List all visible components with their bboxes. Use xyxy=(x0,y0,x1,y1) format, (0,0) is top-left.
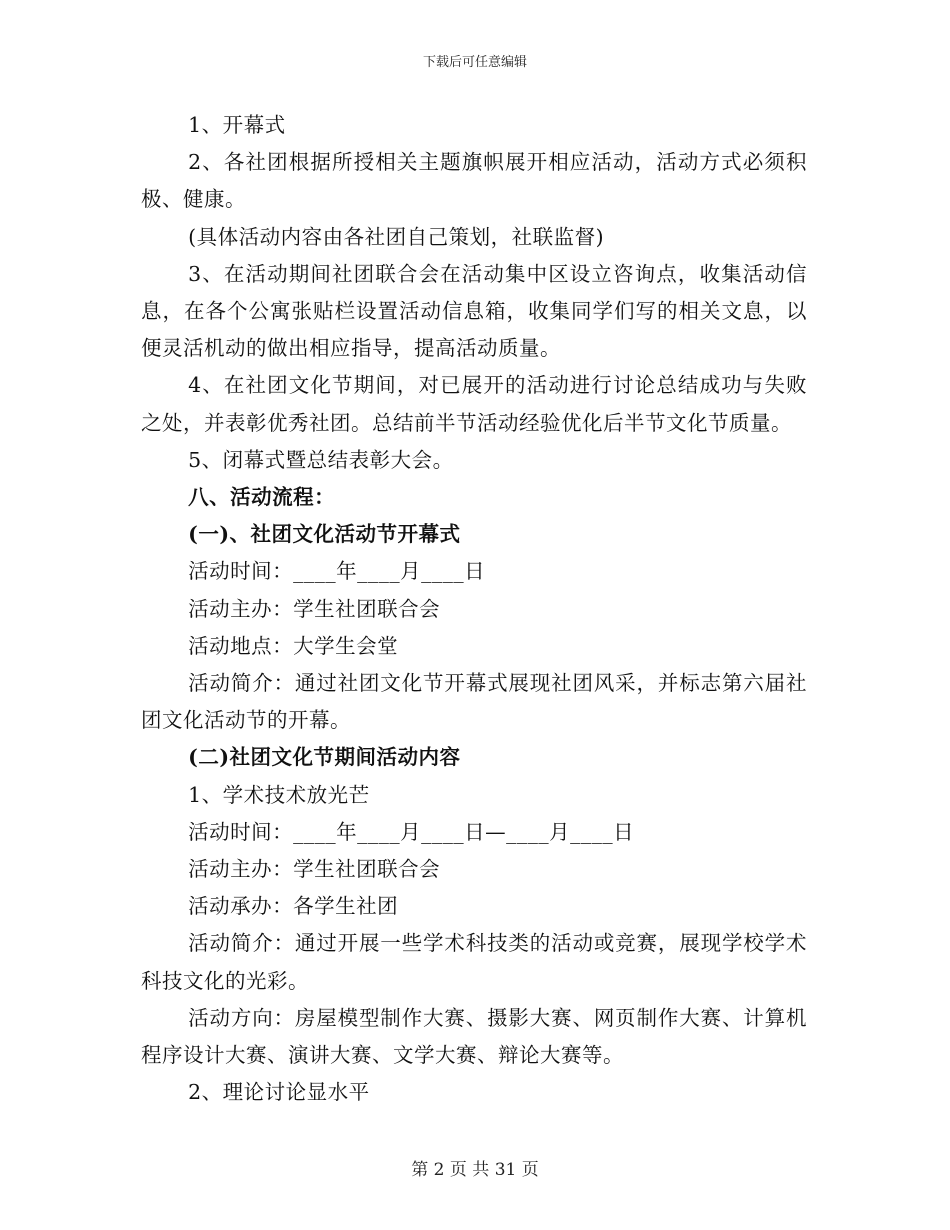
paragraph-mid-review: 4、在社团文化节期间，对已展开的活动进行讨论总结成功与失败之处，并表彰优秀社团。总结前半节活动经验优化后半节文化节质量。 xyxy=(141,373,807,435)
paragraph-academic-title: 1、学术技术放光芒 xyxy=(188,782,370,807)
paragraph-academic-host: 活动主办：学生社团联合会 xyxy=(188,857,441,882)
paragraph-academic-organizer: 活动承办：各学生社团 xyxy=(188,894,399,919)
paragraph-theory-title: 2、理论讨论显水平 xyxy=(188,1080,370,1105)
paragraph-academic-intro: 活动简介：通过开展一些学术科技类的活动或竞赛，展现学校学术科技文化的光彩。 xyxy=(141,931,807,993)
subsection-heading-opening: (一)、社团文化活动节开幕式 xyxy=(188,522,461,547)
paragraph-consultation-point: 3、在活动期间社团联合会在活动集中区设立咨询点，收集活动信息，在各个公寓张贴栏设置活动信息箱，收集同学们写的相关文息，以便灵活机动的做出相应指导，提高活动质量。 xyxy=(141,261,807,361)
document-body xyxy=(141,107,807,1111)
subsection-heading-festival-content: (二)社团文化节期间活动内容 xyxy=(188,745,461,770)
paragraph-club-activities: 2、各社团根据所授相关主题旗帜展开相应活动，活动方式必须积极、健康。 xyxy=(141,150,807,212)
section-heading-process: 八、活动流程： xyxy=(188,485,336,510)
page-footer: 第 2 页 共 31 页 xyxy=(411,1160,539,1180)
paragraph-opening-venue: 活动地点：大学生会堂 xyxy=(188,633,399,658)
paragraph-closing-ceremony: 5、闭幕式暨总结表彰大会。 xyxy=(188,447,454,472)
paragraph-opening-time: 活动时间：____年____月____日 xyxy=(188,559,486,584)
paragraph-planning-note: (具体活动内容由各社团自己策划，社联监督) xyxy=(188,224,605,249)
paragraph-academic-direction: 活动方向：房屋模型制作大赛、摄影大赛、网页制作大赛、计算机程序设计大赛、演讲大赛、文学大赛、辩论大赛等。 xyxy=(141,1005,807,1068)
paragraph-academic-time: 活动时间：____年____月____日—____月____日 xyxy=(188,819,635,844)
page-header: 下载后可任意编辑 xyxy=(422,55,527,70)
paragraph-opening-host: 活动主办：学生社团联合会 xyxy=(188,596,441,621)
paragraph-opening-intro: 活动简介：通过社团文化节开幕式展现社团风采，并标志第六届社团文化活动节的开幕。 xyxy=(141,671,807,733)
paragraph-opening-ceremony: 1、开幕式 xyxy=(188,113,286,137)
